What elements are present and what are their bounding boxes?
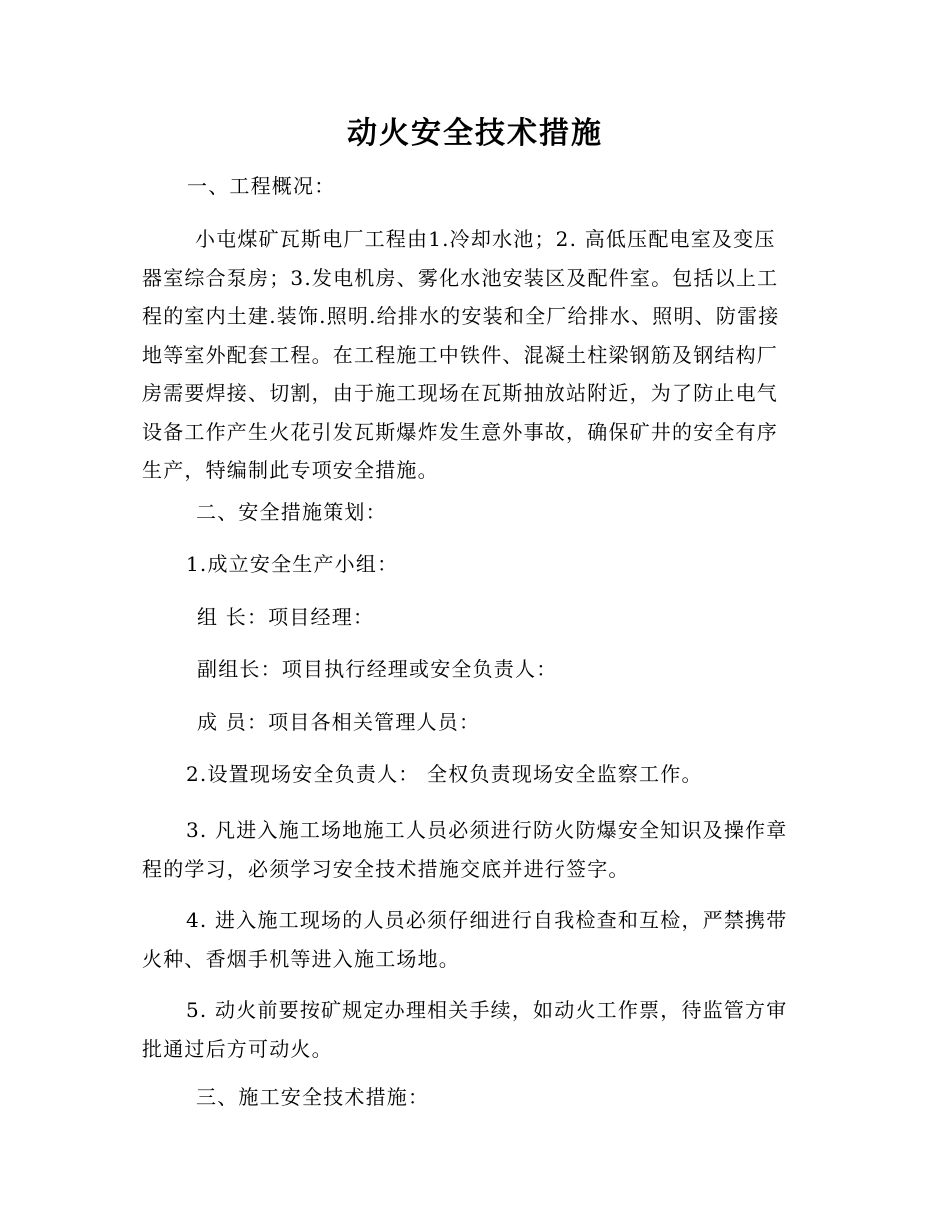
paragraph-line: 生产，特编制此专项安全措施。 [142,458,439,482]
item-4-paragraph [142,901,804,978]
item-2-safety-officer: 2.设置现场安全负责人： 全权负责现场安全监察工作。 [186,762,703,786]
paragraph-line: 批通过后方可动火。 [142,1036,333,1061]
item-1-safety-group: 1.成立安全生产小组： [186,552,399,576]
item-3-paragraph [142,811,804,888]
paragraph-line: 器室综合泵房；3.发电机房、雾化水池安装区及配件室。包括以上工 [142,265,779,290]
paragraph-line: 房需要焊接、切割，由于施工现场在瓦斯抽放站附近，为了防止电气 [142,381,778,405]
paragraph-line: 小屯煤矿瓦斯电厂工程由1.冷却水池；2. 高低压配电室及变压 [195,227,776,251]
paragraph-line: 设备工作产生火花引发瓦斯爆炸发生意外事故，确保矿井的安全有序 [142,419,778,444]
overview-paragraph [142,220,804,490]
paragraph-line: 5. 动火前要按矿规定办理相关手续，如动火工作票，待监管方审 [186,998,788,1022]
paragraph-line: 3. 凡进入施工场地施工人员必须进行防火防爆安全知识及操作章 [186,818,788,842]
deputy-leader-line: 副组长：项目执行经理或安全负责人： [197,657,558,681]
section-heading-overview: 一、工程概况： [187,174,336,198]
paragraph-line: 4. 进入施工现场的人员必须仔细进行自我检查和互检，严禁携带 [186,908,788,932]
paragraph-line: 地等室外配套工程。在工程施工中铁件、混凝土柱梁钢筋及钢结构厂 [142,342,778,367]
section-heading-safety-planning: 二、安全措施策划： [196,500,387,524]
members-line: 成 员：项目各相关管理人员： [197,710,481,734]
paragraph-line: 火种、香烟手机等进入施工场地。 [142,946,460,971]
item-5-paragraph [142,991,804,1068]
paragraph-line: 程的室内土建.装饰.照明.给排水的安装和全厂给排水、照明、防雷接 [142,304,780,328]
group-leader-line: 组 长：项目经理： [197,605,375,629]
paragraph-line: 程的学习，必须学习安全技术措施交底并进行签字。 [142,856,630,881]
document-title: 动火安全技术措施 [347,116,603,151]
section-heading-construction-safety: 三、施工安全技术措施： [196,1085,430,1109]
